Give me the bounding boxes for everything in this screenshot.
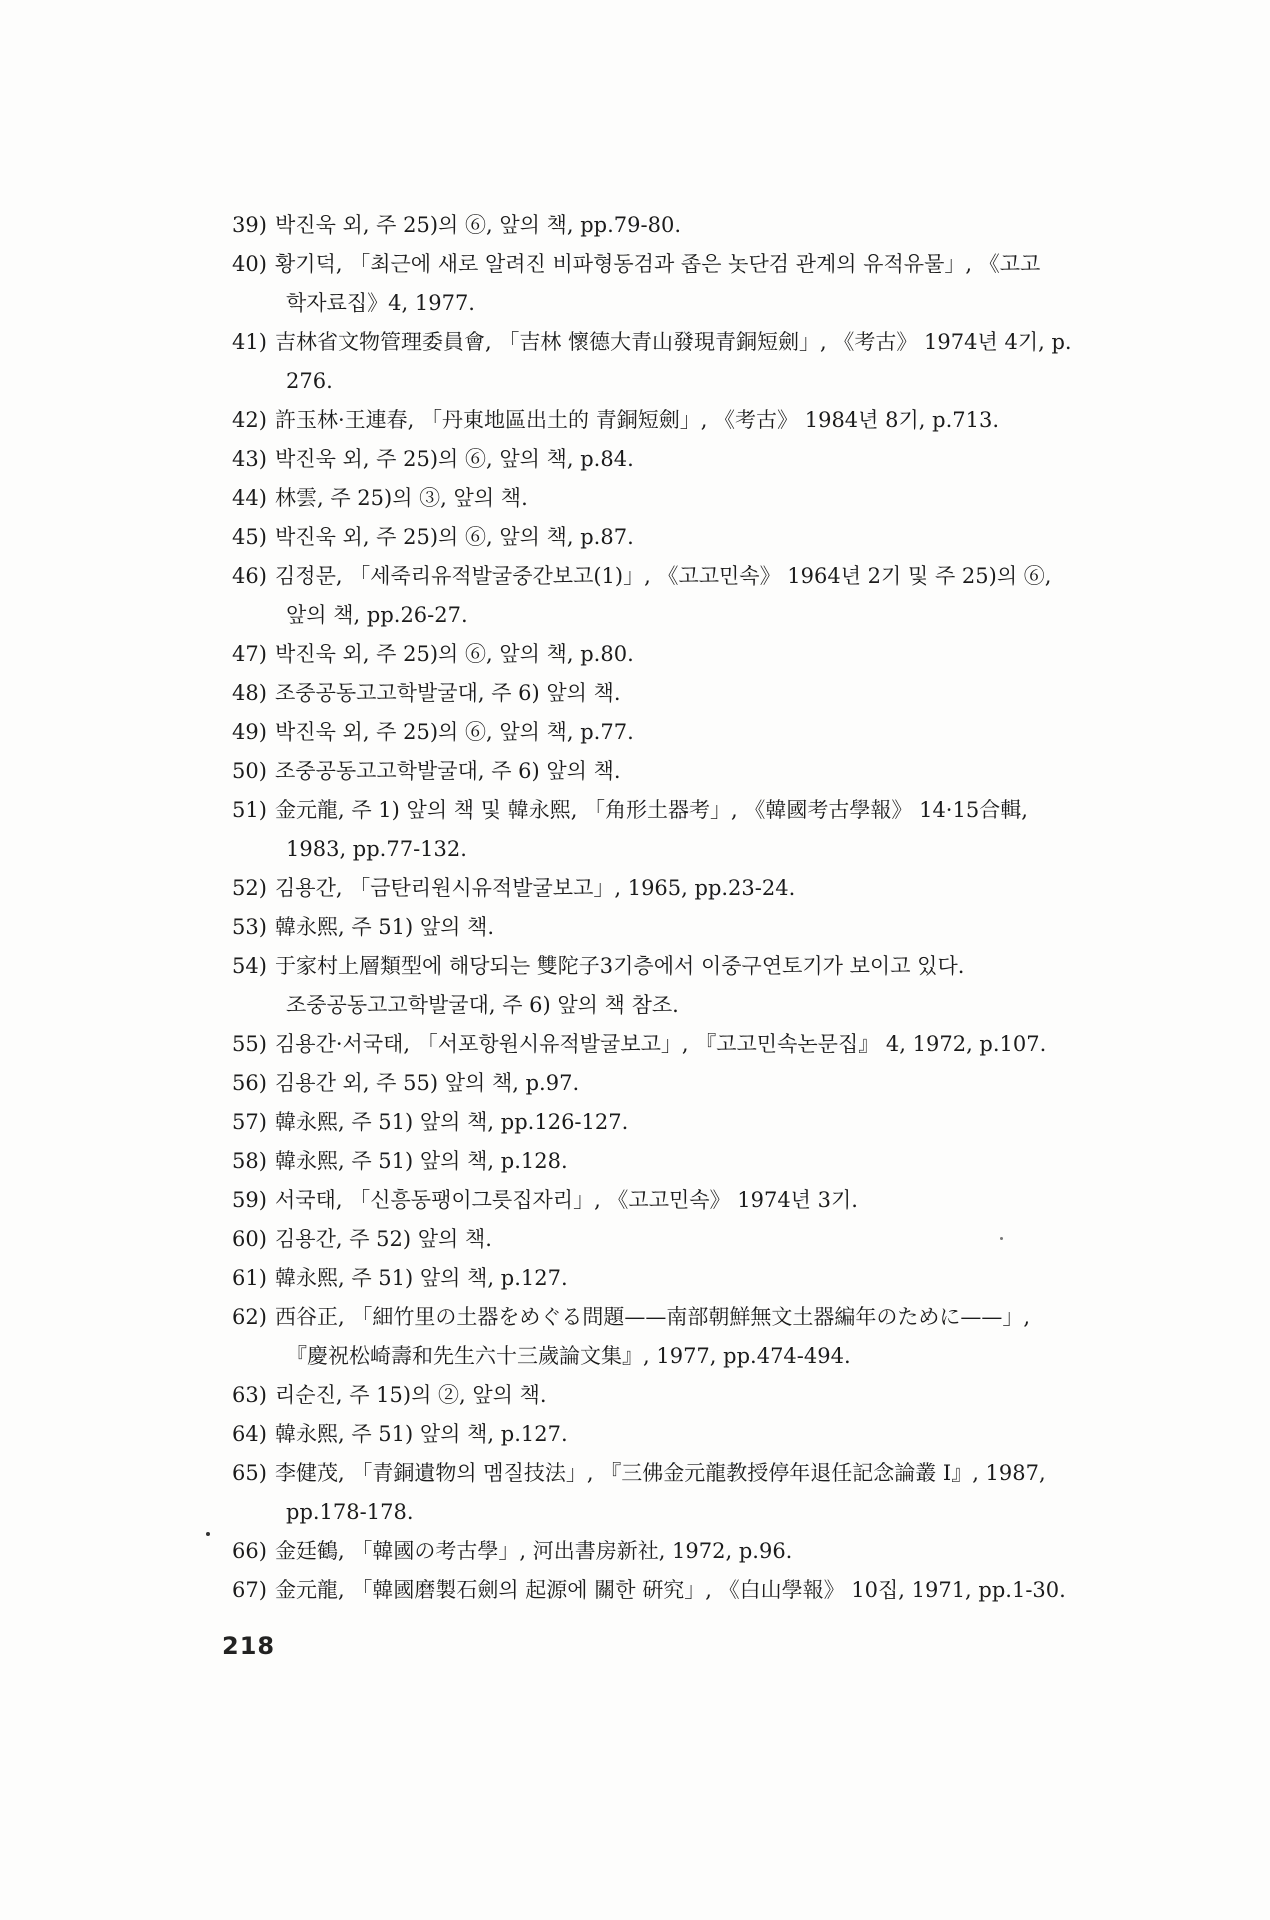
footnote-line: 김용간 외, 주 55) 앞의 책, p.97.	[275, 1071, 580, 1095]
footnote-text	[275, 869, 1137, 908]
footnote-number: 39)	[232, 213, 267, 237]
footnote-line: 앞의 책, pp.26-27.	[286, 603, 468, 627]
footnote-text	[275, 440, 1137, 479]
footnote-line: 박진욱 외, 주 25)의 ⑥, 앞의 책, p.84.	[275, 447, 634, 471]
footnote-number: 58)	[232, 1149, 267, 1173]
footnote-item	[232, 1415, 1137, 1454]
footnote-number: 42)	[232, 408, 267, 432]
footnote-item	[232, 1454, 1137, 1532]
footnote-text	[275, 1064, 1137, 1103]
footnote-number: 51)	[232, 798, 267, 822]
footnote-number: 66)	[232, 1539, 267, 1563]
footnote-item	[232, 479, 1137, 518]
footnote-line: 김용간·서국태, 「서포항원시유적발굴보고」, 『고고민속논문집』 4, 1972, p.107.	[275, 1032, 1047, 1056]
footnote-line: 서국태, 「신흥동팽이그릇집자리」, 《고고민속》 1974년 3기.	[275, 1188, 858, 1212]
footnote-number: 50)	[232, 759, 267, 783]
footnote-line: 황기덕, 「최근에 새로 알려진 비파형동검과 좁은 놋단검 관계의 유적유물」, 《고고	[275, 252, 1041, 276]
footnote-item	[232, 791, 1137, 869]
footnote-line: 조중공동고고학발굴대, 주 6) 앞의 책.	[275, 759, 621, 783]
footnote-text	[275, 323, 1137, 401]
footnote-number: 49)	[232, 720, 267, 744]
footnote-item	[232, 1103, 1137, 1142]
footnote-line: 박진욱 외, 주 25)의 ⑥, 앞의 책, p.77.	[275, 720, 634, 744]
footnote-line: 조중공동고고학발굴대, 주 6) 앞의 책.	[275, 681, 621, 705]
footnote-number: 63)	[232, 1383, 267, 1407]
footnote-number: 52)	[232, 876, 267, 900]
footnote-line: 韓永熙, 주 51) 앞의 책, pp.126-127.	[275, 1110, 629, 1134]
footnote-line: 박진욱 외, 주 25)의 ⑥, 앞의 책, p.80.	[275, 642, 634, 666]
footnote-text	[275, 245, 1137, 323]
footnote-text	[275, 1298, 1137, 1376]
footnote-number: 61)	[232, 1266, 267, 1290]
footnote-list	[232, 206, 1137, 1610]
footnote-line: 韓永熙, 주 51) 앞의 책.	[275, 915, 495, 939]
footnote-text	[275, 1415, 1137, 1454]
footnote-text	[275, 1220, 1137, 1259]
footnote-item	[232, 557, 1137, 635]
footnote-item	[232, 635, 1137, 674]
footnote-item	[232, 908, 1137, 947]
footnote-text	[275, 557, 1137, 635]
footnote-number: 56)	[232, 1071, 267, 1095]
footnote-line: 김용간, 주 52) 앞의 책.	[275, 1227, 492, 1251]
footnote-text	[275, 1142, 1137, 1181]
footnote-item	[232, 1376, 1137, 1415]
footnote-line: 박진욱 외, 주 25)의 ⑥, 앞의 책, p.87.	[275, 525, 634, 549]
footnote-text	[275, 1025, 1137, 1064]
footnote-text	[275, 1376, 1137, 1415]
footnote-text	[275, 1454, 1137, 1532]
footnote-item	[232, 947, 1137, 1025]
footnote-line: 학자료집》4, 1977.	[286, 291, 475, 315]
footnote-number: 46)	[232, 564, 267, 588]
footnote-item	[232, 869, 1137, 908]
footnote-item	[232, 1142, 1137, 1181]
footnote-line: 김정문, 「세죽리유적발굴중간보고(1)」, 《고고민속》 1964년 2기 및 주 25)의 ⑥,	[275, 564, 1052, 588]
footnote-number: 45)	[232, 525, 267, 549]
footnote-number: 57)	[232, 1110, 267, 1134]
footnote-number: 47)	[232, 642, 267, 666]
footnote-line: 李健茂, 「青銅遺物의 멤질技法」, 『三佛金元龍教授停年退任記念論叢 Ⅰ』, 1987,	[275, 1461, 1046, 1485]
page-number: 218	[222, 1632, 276, 1660]
footnote-item	[232, 245, 1137, 323]
footnote-number: 60)	[232, 1227, 267, 1251]
footnote-item	[232, 674, 1137, 713]
footnote-number: 55)	[232, 1032, 267, 1056]
footnote-line: 于家村上層類型에 해당되는 雙陀子3기층에서 이중구연토기가 보이고 있다.	[275, 954, 965, 978]
footnote-number: 44)	[232, 486, 267, 510]
footnote-number: 53)	[232, 915, 267, 939]
footnote-line: pp.178-178.	[286, 1500, 414, 1524]
footnote-item	[232, 1259, 1137, 1298]
footnote-item	[232, 401, 1137, 440]
footnote-number: 40)	[232, 252, 267, 276]
footnote-line: 西谷正, 「細竹里の土器をめぐる問題——南部朝鮮無文土器編年のために——」,	[275, 1305, 1031, 1329]
footnote-number: 62)	[232, 1305, 267, 1329]
footnote-text	[275, 1571, 1137, 1610]
footnote-text	[275, 1259, 1137, 1298]
footnote-line: 韓永熙, 주 51) 앞의 책, p.127.	[275, 1422, 568, 1446]
footnote-line: 金元龍, 「韓國磨製石劍의 起源에 關한 硏究」, 《白山學報》 10집, 1971, pp.1-30.	[275, 1578, 1066, 1602]
footnote-item	[232, 1571, 1137, 1610]
footnote-line: 吉林省文物管理委員會, 「吉林 懷德大青山發現青銅短劍」, 《考古》 1974년 4기, p.	[275, 330, 1072, 354]
footnote-item	[232, 1064, 1137, 1103]
footnote-text	[275, 1103, 1137, 1142]
footnote-line: 1983, pp.77-132.	[286, 837, 467, 861]
footnote-text	[275, 635, 1137, 674]
footnote-item	[232, 713, 1137, 752]
footnote-line: 許玉林·王連春, 「丹東地區出土的 青銅短劍」, 《考古》 1984년 8기, p.713.	[275, 408, 1000, 432]
footnote-number: 41)	[232, 330, 267, 354]
footnote-line: 리순진, 주 15)의 ②, 앞의 책.	[275, 1383, 547, 1407]
footnote-text	[275, 518, 1137, 557]
footnote-line: 박진욱 외, 주 25)의 ⑥, 앞의 책, pp.79-80.	[275, 213, 682, 237]
footnote-text	[275, 752, 1137, 791]
footnote-number: 64)	[232, 1422, 267, 1446]
footnote-line: 林雲, 주 25)의 ③, 앞의 책.	[275, 486, 528, 510]
footnote-line: 金廷鶴, 「韓國の考古學」, 河出書房新社, 1972, p.96.	[275, 1539, 793, 1563]
footnote-line: 金元龍, 주 1) 앞의 책 및 韓永熙, 「角形土器考」, 《韓國考古學報》 14·15合輯,	[275, 798, 1028, 822]
footnote-item	[232, 440, 1137, 479]
footnote-text	[275, 947, 1137, 1025]
footnote-item	[232, 206, 1137, 245]
footnote-line: 『慶祝松崎壽和先生六十三歲論文集』, 1977, pp.474-494.	[286, 1344, 851, 1368]
footnote-line: 김용간, 「금탄리원시유적발굴보고」, 1965, pp.23-24.	[275, 876, 796, 900]
footnote-item	[232, 1025, 1137, 1064]
footnote-item	[232, 752, 1137, 791]
footnote-number: 67)	[232, 1578, 267, 1602]
footnote-text	[275, 674, 1137, 713]
scan-speck	[1000, 1237, 1003, 1240]
footnote-number: 54)	[232, 954, 267, 978]
footnote-text	[275, 401, 1137, 440]
footnote-text	[275, 908, 1137, 947]
margin-mark	[206, 1532, 210, 1536]
footnote-line: 韓永熙, 주 51) 앞의 책, p.127.	[275, 1266, 568, 1290]
footnote-text	[275, 206, 1137, 245]
footnote-item	[232, 1532, 1137, 1571]
footnote-number: 59)	[232, 1188, 267, 1212]
footnote-text	[275, 1181, 1137, 1220]
footnote-number: 65)	[232, 1461, 267, 1485]
footnote-text	[275, 713, 1137, 752]
footnote-line: 276.	[286, 369, 333, 393]
footnote-item	[232, 1298, 1137, 1376]
footnote-number: 48)	[232, 681, 267, 705]
footnote-item	[232, 518, 1137, 557]
footnote-text	[275, 1532, 1137, 1571]
footnote-text	[275, 791, 1137, 869]
footnote-text	[275, 479, 1137, 518]
footnote-item	[232, 1181, 1137, 1220]
footnote-line: 조중공동고고학발굴대, 주 6) 앞의 책 참조.	[286, 993, 679, 1017]
footnote-line: 韓永熙, 주 51) 앞의 책, p.128.	[275, 1149, 568, 1173]
footnote-number: 43)	[232, 447, 267, 471]
footnote-item	[232, 323, 1137, 401]
